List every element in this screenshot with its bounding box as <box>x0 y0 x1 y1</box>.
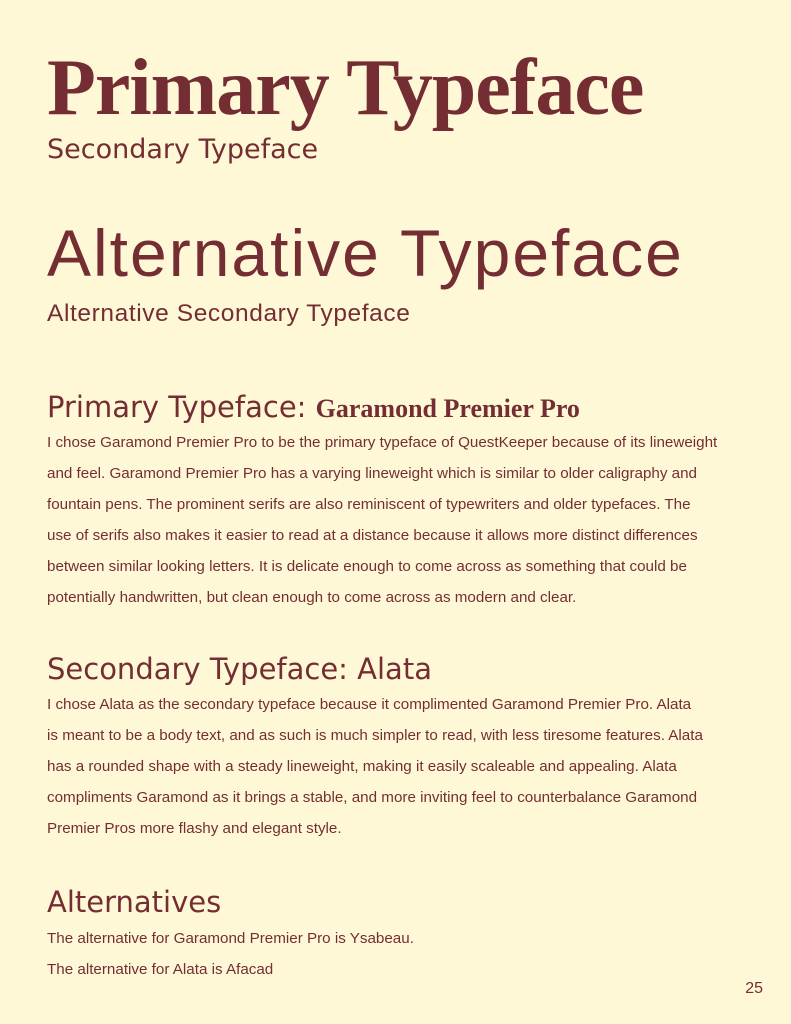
paragraph-line: I chose Garamond Premier Pro to be the primary typeface of QuestKeeper because of its lineweight <box>47 434 718 451</box>
paragraph-line: and feel. Garamond Premier Pro has a varying lineweight which is similar to older caligraphy and <box>47 465 697 482</box>
paragraph-line: has a rounded shape with a steady lineweight, making it easily scaleable and appealing. Alata <box>47 758 677 775</box>
paragraph-line: fountain pens. The prominent serifs are also reminiscent of typewriters and older typefaces. The <box>47 496 691 513</box>
alternative-typeface-sample: Alternative Typeface <box>47 216 684 290</box>
alternatives-paragraph <box>47 923 747 985</box>
paragraph-line: The alternative for Alata is Afacad <box>47 961 274 978</box>
paragraph-line: I chose Alata as the secondary typeface because it complimented Garamond Premier Pro. Alata <box>47 696 692 713</box>
paragraph-line: compliments Garamond as it brings a stable, and more inviting feel to counterbalance Garamond <box>47 789 698 806</box>
primary-typeface-heading <box>47 389 580 427</box>
secondary-typeface-sample: Secondary Typeface <box>47 134 319 165</box>
page-number: 25 <box>745 980 763 997</box>
alternative-secondary-typeface-sample: Alternative Secondary Typeface <box>47 300 411 327</box>
paragraph-line: potentially handwritten, but clean enough to come across as modern and clear. <box>47 589 577 606</box>
paragraph-line: is meant to be a body text, and as such is much simpler to read, with less tiresome features. Alata <box>47 727 703 744</box>
secondary-typeface-paragraph <box>47 689 747 844</box>
paragraph-line: use of serifs also makes it easier to read at a distance because it allows more distinct differences <box>47 527 698 544</box>
secondary-typeface-heading: Secondary Typeface: Alata <box>47 652 432 686</box>
paragraph-line: between similar looking letters. It is delicate enough to come across as something that could be <box>47 558 687 575</box>
primary-heading-label: Primary Typeface: <box>47 390 307 424</box>
primary-typeface-sample: Primary Typeface <box>47 44 644 132</box>
primary-typeface-paragraph <box>47 427 747 613</box>
paragraph-line: The alternative for Garamond Premier Pro is Ysabeau. <box>47 930 414 947</box>
alternatives-heading: Alternatives <box>47 885 222 919</box>
primary-heading-font-name: Garamond Premier Pro <box>315 394 580 423</box>
paragraph-line: Premier Pros more flashy and elegant style. <box>47 820 342 837</box>
